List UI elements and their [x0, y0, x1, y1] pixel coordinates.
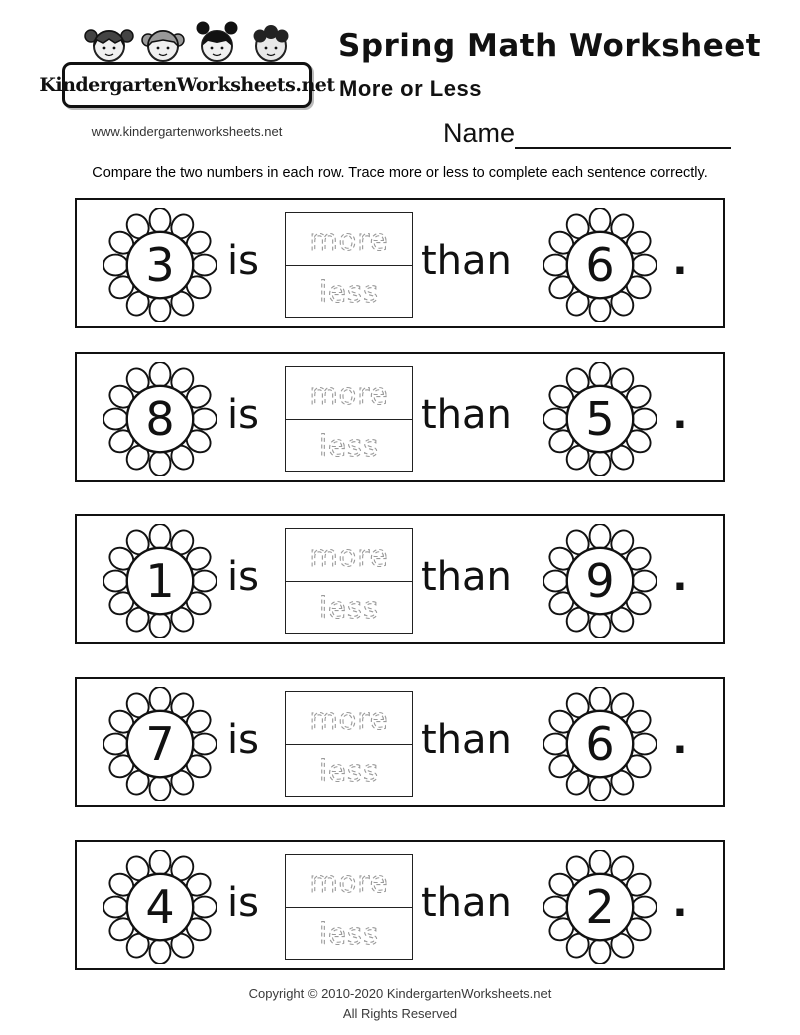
than-label: than [421, 238, 512, 284]
left-number: 1 [145, 554, 175, 608]
trace-box [285, 212, 413, 318]
trace-less-area [286, 907, 412, 960]
is-label: is [227, 554, 259, 600]
instructions-text: Compare the two numbers in each row. Trace more or less to complete each sentence correctly. [92, 165, 708, 181]
flower-left [103, 362, 217, 476]
trace-less-icon [288, 912, 410, 954]
site-logo-text: KindergartenWorksheets.net [39, 74, 335, 96]
right-number: 9 [585, 554, 615, 608]
trace-more-word: more [309, 222, 389, 257]
trace-less-area [286, 265, 412, 318]
is-label: is [227, 392, 259, 438]
trace-less-icon [288, 749, 410, 791]
trace-less-icon [288, 270, 410, 312]
trace-less-word: less [318, 591, 380, 626]
name-label: Name [443, 118, 516, 148]
kid-face-3 [197, 22, 238, 62]
trace-more-area [286, 855, 412, 907]
right-number: 6 [585, 238, 615, 292]
trace-more-icon [288, 372, 410, 414]
than-label: than [421, 554, 512, 600]
flower-right [543, 524, 657, 638]
trace-less-icon [288, 424, 410, 466]
worksheet-row [75, 677, 725, 807]
left-number: 7 [145, 717, 175, 771]
kid-face-1 [85, 30, 133, 61]
trace-box [285, 691, 413, 797]
flower-left [103, 850, 217, 964]
copyright-text: Copyright © 2010-2020 KindergartenWorksheets.net [248, 986, 552, 1001]
trace-less-icon [288, 586, 410, 628]
is-label: is [227, 238, 259, 284]
trace-more-word: more [309, 376, 389, 411]
flower-left [103, 208, 217, 322]
trace-more-icon [288, 218, 410, 260]
flower-left [103, 524, 217, 638]
right-number: 6 [585, 717, 615, 771]
page-title: Spring Math Worksheet [338, 28, 762, 64]
trace-box [285, 366, 413, 472]
worksheet-row [75, 840, 725, 970]
left-number: 3 [145, 238, 175, 292]
is-label: is [227, 880, 259, 926]
trace-box [285, 854, 413, 960]
flower-right [543, 850, 657, 964]
trace-less-area [286, 419, 412, 472]
period-label: . [673, 871, 687, 927]
worksheet-row [75, 198, 725, 328]
worksheet-row [75, 514, 725, 644]
trace-less-word: less [318, 754, 380, 789]
trace-more-icon [288, 697, 410, 739]
page-subtitle: More or Less [339, 76, 482, 101]
trace-more-icon [288, 860, 410, 902]
trace-more-word: more [309, 538, 389, 573]
rights-text: All Rights Reserved [342, 1005, 458, 1021]
trace-more-word: more [309, 701, 389, 736]
trace-less-word: less [318, 429, 380, 464]
than-label: than [421, 880, 512, 926]
site-logo [39, 62, 335, 108]
period-label: . [673, 545, 687, 601]
site-url: www.kindergartenworksheets.net [91, 124, 283, 139]
trace-less-area [286, 581, 412, 634]
worksheet-row [75, 352, 725, 482]
left-number: 4 [145, 880, 175, 934]
kids-heads-icon [70, 14, 302, 68]
than-label: than [421, 392, 512, 438]
trace-less-word: less [318, 275, 380, 310]
trace-more-icon [288, 534, 410, 576]
trace-more-area [286, 367, 412, 419]
flower-right [543, 362, 657, 476]
period-label: . [673, 229, 687, 285]
name-line [443, 118, 731, 149]
name-blank-line [515, 119, 731, 149]
trace-more-area [286, 213, 412, 265]
page-footer [0, 984, 800, 1023]
period-label: . [673, 383, 687, 439]
is-label: is [227, 717, 259, 763]
trace-more-area [286, 692, 412, 744]
trace-less-area [286, 744, 412, 797]
trace-less-word: less [318, 917, 380, 952]
trace-more-area [286, 529, 412, 581]
flower-right [543, 687, 657, 801]
right-number: 2 [585, 880, 615, 934]
flower-right [543, 208, 657, 322]
left-number: 8 [145, 392, 175, 446]
trace-more-word: more [309, 864, 389, 899]
kid-face-2 [142, 31, 184, 61]
right-number: 5 [585, 392, 615, 446]
period-label: . [673, 708, 687, 764]
trace-box [285, 528, 413, 634]
than-label: than [421, 717, 512, 763]
kid-face-4 [254, 25, 289, 61]
flower-left [103, 687, 217, 801]
